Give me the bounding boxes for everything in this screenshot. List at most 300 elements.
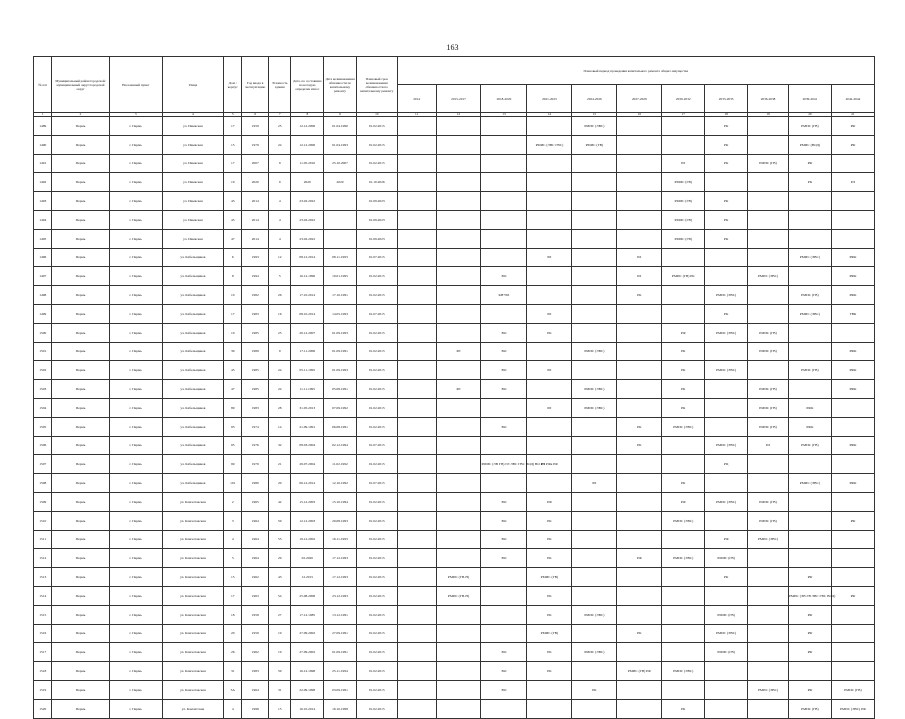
period-cell — [748, 455, 789, 474]
street-cell: ул. Кабельщиков — [162, 398, 223, 417]
period-cell — [527, 267, 572, 286]
planned-date-cell: 01.09.2023 — [356, 229, 397, 248]
row-id: 1512 — [34, 549, 52, 568]
period-cell: РК — [662, 342, 705, 361]
period-cell — [617, 304, 662, 323]
period-cell: РФК — [788, 398, 831, 417]
street-cell: ул. Камчатовская — [162, 624, 223, 643]
locality-cell: г. Пермь — [109, 699, 162, 718]
street-cell: ул. Камчатовская — [162, 662, 223, 681]
period-cell — [397, 173, 436, 192]
municipality-cell: Пермь — [52, 323, 109, 342]
street-cell: ул. Ижевская — [162, 173, 223, 192]
period-cell — [831, 530, 874, 549]
period-cell — [617, 342, 662, 361]
table-row — [34, 398, 875, 417]
period-cell — [748, 643, 789, 662]
row-id: 1516 — [34, 624, 52, 643]
obligation-date-cell: 25.10.2007 — [324, 154, 357, 173]
period-cell — [397, 643, 436, 662]
year-built-cell: 1979 — [242, 455, 269, 474]
period-cell — [662, 530, 705, 549]
street-cell: ул. Ижевская — [162, 210, 223, 229]
floors-cell: 9 — [268, 342, 290, 361]
period-cell: РК — [705, 568, 748, 587]
obligation-date-cell: 17.12.1993 — [324, 549, 357, 568]
period-cell — [617, 699, 662, 718]
period-cell — [662, 680, 705, 699]
period-cell — [572, 624, 617, 643]
planned-date-cell: 01.02.2015 — [356, 530, 397, 549]
period-cell — [436, 173, 481, 192]
period-cell — [831, 192, 874, 211]
row-id: 1495 — [34, 229, 52, 248]
period-cell — [748, 304, 789, 323]
year-header: 2015-2017 — [436, 85, 481, 113]
floors-cell: 25 — [268, 323, 290, 342]
table-row — [34, 135, 875, 154]
column-number: 19 — [748, 113, 789, 117]
period-cell — [397, 680, 436, 699]
column-number: 15 — [572, 113, 617, 117]
municipality-cell: Пермь — [52, 530, 109, 549]
period-cell: РФ — [788, 154, 831, 173]
table-row — [34, 492, 875, 511]
period-cell: РФК — [831, 474, 874, 493]
row-id: 1519 — [34, 680, 52, 699]
row-id: 1491 — [34, 154, 52, 173]
year-built-cell: 1982 — [242, 286, 269, 305]
locality-cell: г. Пермь — [109, 511, 162, 530]
floors-cell: 27 — [268, 605, 290, 624]
period-cell: РФ — [788, 568, 831, 587]
period-cell: ВО — [481, 680, 527, 699]
period-cell — [617, 361, 662, 380]
house-cell: 45 — [224, 361, 242, 380]
period-cell: РМИС (ЭВС) — [705, 624, 748, 643]
period-cell: РЛ — [436, 380, 481, 399]
period-cell — [436, 286, 481, 305]
row-id: 1513 — [34, 568, 52, 587]
house-cell: 18 — [224, 605, 242, 624]
period-cell: РМИС (ЭВС) — [572, 398, 617, 417]
wear-date-cell: 11.05.2010 — [291, 154, 324, 173]
period-cell — [572, 248, 617, 267]
obligation-date-cell: 01.04.1993 — [324, 135, 357, 154]
period-cell — [831, 229, 874, 248]
header-cell: Дом / корпус — [224, 57, 242, 113]
municipality-cell: Пермь — [52, 286, 109, 305]
period-cell — [397, 135, 436, 154]
house-cell: 17 — [224, 117, 242, 136]
period-cell: РЛ — [527, 304, 572, 323]
row-id: 1506 — [34, 436, 52, 455]
period-cell — [397, 699, 436, 718]
period-cell: ВО — [481, 361, 527, 380]
period-cell — [481, 192, 527, 211]
header-cell: Населенный пункт — [109, 57, 162, 113]
period-cell: ВО — [481, 511, 527, 530]
period-cell: РМИС (ГВ) — [831, 680, 874, 699]
row-id: 1497 — [34, 267, 52, 286]
obligation-date-cell: 16.11.1993 — [324, 530, 357, 549]
period-cell — [788, 511, 831, 530]
column-number: 14 — [527, 113, 572, 117]
period-cell: РФ — [662, 492, 705, 511]
period-cell — [572, 699, 617, 718]
table-row — [34, 323, 875, 342]
locality-cell: г. Пермь — [109, 361, 162, 380]
planned-date-cell: 01.02.2015 — [356, 549, 397, 568]
period-cell — [527, 229, 572, 248]
house-cell: 95 — [224, 436, 242, 455]
planned-date-cell: 01.02.2015 — [356, 342, 397, 361]
period-cell — [397, 417, 436, 436]
wear-date-cell: 12.2015 — [291, 568, 324, 587]
period-cell: ГВК — [831, 304, 874, 323]
table-row — [34, 643, 875, 662]
period-cell: РМИС (ГВ) — [748, 380, 789, 399]
row-id: 1518 — [34, 662, 52, 681]
table-row — [34, 304, 875, 323]
period-cell — [662, 248, 705, 267]
planned-date-cell: 01.07.2015 — [356, 436, 397, 455]
obligation-date-cell: 08.11.1993 — [324, 248, 357, 267]
table-row — [34, 248, 875, 267]
table-row — [34, 286, 875, 305]
planned-date-cell: 01.02.2015 — [356, 455, 397, 474]
planned-date-cell: 01.02.2015 — [356, 586, 397, 605]
period-cell — [397, 304, 436, 323]
period-cell — [788, 192, 831, 211]
period-cell: РМИС (ЭВС) — [572, 117, 617, 136]
floors-cell: 55 — [268, 530, 290, 549]
year-built-cell: 1962 — [242, 568, 269, 587]
wear-date-cell: 29.07.2004 — [291, 455, 324, 474]
period-cell: КН+РЛ — [481, 286, 527, 305]
wear-date-cell: 16.12.1998 — [291, 662, 324, 681]
period-cell — [397, 455, 436, 474]
row-id: 1508 — [34, 474, 52, 493]
planned-date-cell: 01.09.2023 — [356, 192, 397, 211]
period-cell — [436, 511, 481, 530]
period-cell — [397, 511, 436, 530]
period-cell: РК — [617, 286, 662, 305]
wear-date-cell: 2020 — [291, 173, 324, 192]
planned-date-cell: 01.02.2015 — [356, 605, 397, 624]
table-row — [34, 568, 875, 587]
table-row — [34, 586, 875, 605]
period-cell: РМИС (ЭВС) — [705, 361, 748, 380]
period-cell — [397, 624, 436, 643]
obligation-date-cell: 20.08.1993 — [324, 511, 357, 530]
year-built-cell: 1980 — [242, 474, 269, 493]
table-row — [34, 210, 875, 229]
period-cell — [397, 117, 436, 136]
period-cell — [662, 605, 705, 624]
period-cell — [481, 398, 527, 417]
period-cell: РМИС (ЭВС) — [662, 511, 705, 530]
period-cell — [436, 398, 481, 417]
period-cell — [617, 117, 662, 136]
period-cell — [481, 474, 527, 493]
floors-cell: 12 — [268, 248, 290, 267]
period-cell — [436, 530, 481, 549]
period-cell — [397, 586, 436, 605]
period-cell — [572, 662, 617, 681]
year-built-cell: 1963 — [242, 586, 269, 605]
period-cell — [436, 248, 481, 267]
table-row — [34, 699, 875, 718]
column-number: 5 — [224, 113, 242, 117]
period-cell: РФ — [831, 117, 874, 136]
obligation-date-cell: 01.09.1991 — [324, 643, 357, 662]
period-cell: РЛ — [617, 248, 662, 267]
period-cell: РМИС (ЭВ ГВ ЭВС ГВС ВОД) — [788, 586, 831, 605]
period-cell: РМИС (ГВ) — [788, 361, 831, 380]
period-cell: РФ — [527, 492, 572, 511]
planned-date-cell: 01.07.2015 — [356, 304, 397, 323]
header-cell: Плановый срок возникновения обязанности по капитальному ремонту — [356, 57, 397, 113]
period-cell — [662, 117, 705, 136]
column-number: 7 — [268, 113, 290, 117]
obligation-date-cell: 17.10.1991 — [324, 286, 357, 305]
period-cell — [748, 135, 789, 154]
table-row — [34, 192, 875, 211]
period-cell — [527, 210, 572, 229]
period-cell: РМИС (ГВ) — [788, 436, 831, 455]
municipality-cell: Пермь — [52, 492, 109, 511]
period-cell: РМИС (ЭВС) — [748, 530, 789, 549]
period-cell: РЛ — [662, 154, 705, 173]
period-cell — [572, 173, 617, 192]
period-cell — [397, 210, 436, 229]
period-cell: РЛ — [527, 398, 572, 417]
obligation-date-cell: 23.12.1993 — [324, 586, 357, 605]
period-cell — [436, 323, 481, 342]
period-cell: РФК — [831, 361, 874, 380]
period-cell: РМИС (ГВ) — [788, 286, 831, 305]
year-built-cell: 1985 — [242, 323, 269, 342]
wear-date-cell: 23.02.2022 — [291, 192, 324, 211]
year-built-cell: 1959 — [242, 624, 269, 643]
street-cell: ул. Кабельщиков — [162, 248, 223, 267]
row-id: 1504 — [34, 398, 52, 417]
header-row — [34, 57, 875, 85]
period-cell — [397, 549, 436, 568]
period-cell — [831, 605, 874, 624]
locality-cell: г. Пермь — [109, 492, 162, 511]
period-cell — [397, 192, 436, 211]
row-id: 1520 — [34, 699, 52, 718]
period-cell — [481, 699, 527, 718]
locality-cell: г. Пермь — [109, 605, 162, 624]
period-cell — [748, 624, 789, 643]
year-built-cell: 1965 — [242, 492, 269, 511]
period-cell — [617, 323, 662, 342]
period-cell — [617, 229, 662, 248]
obligation-date-cell: 10.01.1995 — [324, 267, 357, 286]
table-body — [34, 117, 875, 719]
period-cell — [705, 380, 748, 399]
locality-cell: г. Пермь — [109, 304, 162, 323]
period-cell: РЛ РФк РФ — [527, 455, 572, 474]
house-cell: 31 — [224, 662, 242, 681]
period-cell: РК — [617, 624, 662, 643]
row-id: 1501 — [34, 342, 52, 361]
year-built-cell: 2020 — [242, 173, 269, 192]
period-cell — [617, 530, 662, 549]
wear-date-cell: 17.12.1985 — [291, 605, 324, 624]
header-cell: Улица — [162, 57, 223, 113]
year-built-cell: 1985 — [242, 361, 269, 380]
floors-cell: 25 — [268, 117, 290, 136]
period-cell: ВО — [481, 643, 527, 662]
period-cell — [788, 229, 831, 248]
locality-cell: г. Пермь — [109, 398, 162, 417]
period-cell: ВО — [481, 662, 527, 681]
year-built-cell: 1983 — [242, 304, 269, 323]
period-cell: РФК — [831, 436, 874, 455]
locality-cell: г. Пермь — [109, 586, 162, 605]
period-cell — [617, 643, 662, 662]
period-cell: РФ — [831, 586, 874, 605]
municipality-cell: Пермь — [52, 210, 109, 229]
period-cell — [436, 605, 481, 624]
obligation-date-cell: 14.05.1993 — [324, 304, 357, 323]
planned-date-cell: 01.02.2015 — [356, 380, 397, 399]
period-cell — [436, 267, 481, 286]
period-cell: РМИС (ЭВС) — [788, 248, 831, 267]
period-cell: РК — [705, 304, 748, 323]
wear-date-cell: 27.09.2002 — [291, 643, 324, 662]
wear-date-cell: 12.12.2006 — [291, 135, 324, 154]
period-cell: РФ — [617, 549, 662, 568]
period-cell: РМИС (ГВ) — [748, 154, 789, 173]
period-cell — [617, 492, 662, 511]
municipality-cell: Пермь — [52, 699, 109, 718]
period-cell — [436, 210, 481, 229]
period-cell — [397, 436, 436, 455]
period-cell — [481, 568, 527, 587]
period-cell — [662, 286, 705, 305]
period-cell — [788, 662, 831, 681]
period-cell — [662, 455, 705, 474]
obligation-date-cell: 01.09.1993 — [324, 323, 357, 342]
wear-date-cell: 23.02.2022 — [291, 210, 324, 229]
row-id: 1489 — [34, 117, 52, 136]
street-cell: ул. Кабельщиков — [162, 417, 223, 436]
planned-date-cell: 01.02.2015 — [356, 662, 397, 681]
period-cell: РМИС (ЭВС) — [572, 342, 617, 361]
table-row — [34, 154, 875, 173]
house-cell: 3 — [224, 511, 242, 530]
page-number: 163 — [446, 43, 459, 52]
street-cell: ул. Камчатовская — [162, 549, 223, 568]
obligation-date-cell: 02.12.1994 — [324, 436, 357, 455]
period-cell: РК — [705, 154, 748, 173]
period-cell: РФ — [831, 135, 874, 154]
obligation-date-cell: 13.12.1991 — [324, 605, 357, 624]
wear-date-cell: 17.11.2006 — [291, 342, 324, 361]
period-cell: РМИС (ГВ) РФ — [617, 662, 662, 681]
period-cell — [831, 398, 874, 417]
municipality-cell: Пермь — [52, 304, 109, 323]
wear-date-cell: 02.2020 — [291, 549, 324, 568]
locality-cell: г. Пермь — [109, 662, 162, 681]
header-cell: Муниципальный район/городской/муниципальный округ/городской округ — [52, 57, 109, 113]
period-cell — [617, 605, 662, 624]
floors-cell: 54 — [268, 586, 290, 605]
municipality-cell: Пермь — [52, 398, 109, 417]
period-cell: РМИС (ЭВС) — [705, 492, 748, 511]
period-cell: РК — [705, 117, 748, 136]
year-built-cell: 1964 — [242, 530, 269, 549]
wear-date-cell: 17.10.2014 — [291, 286, 324, 305]
period-cell: РЛ — [527, 361, 572, 380]
municipality-cell: Пермь — [52, 361, 109, 380]
planned-date-cell: 01.09.2023 — [356, 210, 397, 229]
period-cell — [748, 549, 789, 568]
period-cell — [527, 380, 572, 399]
period-cell — [705, 173, 748, 192]
wear-date-cell: 11.11.1995 — [291, 380, 324, 399]
municipality-cell: Пермь — [52, 248, 109, 267]
period-cell — [481, 586, 527, 605]
street-cell: ул. Кабельщиков — [162, 323, 223, 342]
period-cell — [527, 417, 572, 436]
table-row — [34, 117, 875, 136]
planned-date-cell: 01.02.2015 — [356, 624, 397, 643]
period-cell: РМИС (ЭВС) — [572, 643, 617, 662]
period-cell — [705, 474, 748, 493]
period-cell: РМИС (ГВ) — [788, 699, 831, 718]
street-cell: ул. Кабельщиков — [162, 380, 223, 399]
locality-cell: г. Пермь — [109, 455, 162, 474]
period-cell — [436, 624, 481, 643]
year-built-cell: 1989 — [242, 342, 269, 361]
year-built-cell: 2014 — [242, 229, 269, 248]
period-cell — [481, 117, 527, 136]
planned-date-cell: 01.02.2015 — [356, 135, 397, 154]
municipality-cell: Пермь — [52, 267, 109, 286]
period-cell: РК — [527, 643, 572, 662]
period-cell — [527, 342, 572, 361]
period-cell: РМИС (ЭВС) — [662, 662, 705, 681]
wear-date-cell: 21.09.1991 — [291, 417, 324, 436]
obligation-date-cell: 12.10.1992 — [324, 474, 357, 493]
municipality-cell: Пермь — [52, 436, 109, 455]
period-cell: РФК — [831, 286, 874, 305]
period-cell: РМИС (ЭВС) — [788, 304, 831, 323]
year-built-cell: 1964 — [242, 549, 269, 568]
municipality-cell: Пермь — [52, 586, 109, 605]
obligation-date-cell: 06.08.1991 — [324, 417, 357, 436]
period-cell — [572, 417, 617, 436]
period-cell — [436, 361, 481, 380]
period-cell: РМИС (ЭВС) — [705, 436, 748, 455]
wear-date-cell: 22.09.1998 — [291, 680, 324, 699]
period-cell: РМИС (ГВ) — [748, 398, 789, 417]
wear-date-cell: 12.12.2006 — [291, 117, 324, 136]
period-cell — [705, 680, 748, 699]
period-cell: РК — [705, 210, 748, 229]
period-cell — [436, 474, 481, 493]
period-cell — [397, 229, 436, 248]
street-cell: ул. Кабельщиков — [162, 436, 223, 455]
period-cell: РК — [662, 361, 705, 380]
street-cell: ул. Кабельщиков — [162, 304, 223, 323]
